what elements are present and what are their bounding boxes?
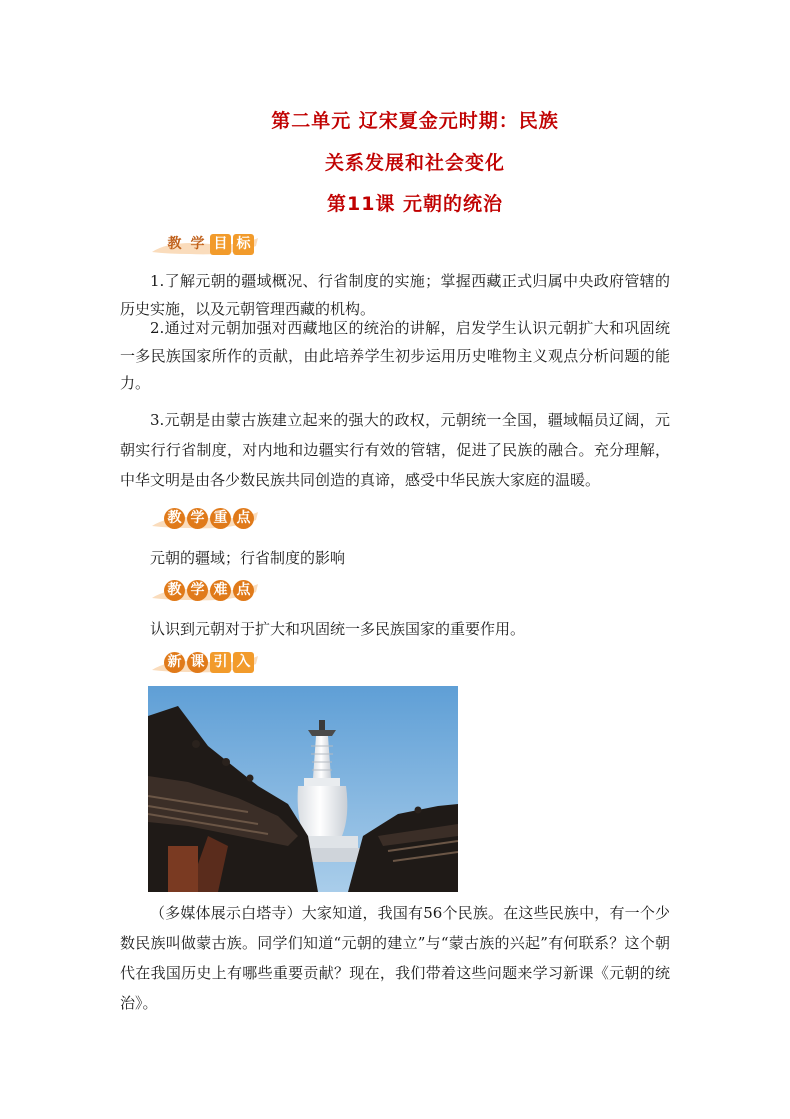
tag-char: 新 [164, 652, 185, 673]
unit-title-line1: 第二单元 辽宋夏金元时期：民族 [271, 110, 559, 132]
tag-char: 引 [210, 652, 231, 673]
tag-char: 目 [210, 234, 231, 255]
objective-paragraph-3: 3.元朝是由蒙古族建立起来的强大的政权，元朝统一全国，疆域幅员辽阔，元朝实行行省制度，对内地和边疆实行有效的管辖，促进了民族的融合。充分理解，中华文明是由各少数民族共同创造的真谛，感受中华民族大家庭的温暖。 [120, 411, 670, 489]
tag-char: 重 [210, 508, 231, 529]
section-tag-objectives [150, 232, 260, 258]
objective-paragraph-1: 1.了解元朝的疆域概况、行省制度的实施；掌握西藏正式归属中央政府管辖的历史实施，以及元朝管理西藏的机构。 [120, 272, 670, 318]
tag-char: 课 [187, 652, 208, 673]
section-tag-key-points [150, 506, 260, 532]
tag-char: 学 [187, 580, 208, 601]
tag-char: 点 [233, 508, 254, 529]
objective-paragraph-2: 2.通过对元朝加强对西藏地区的统治的讲解，启发学生认识元朝扩大和巩固统一多民族国家所作的贡献，由此培养学生初步运用历史唯物主义观点分析问题的能力。 [120, 319, 670, 392]
tag-char: 标 [233, 234, 254, 255]
introduction-text: （多媒体展示白塔寺）大家知道，我国有56个民族。在这些民族中，有一个少数民族叫做蒙古族。同学们知道“元朝的建立”与“蒙古族的兴起”有何联系？这个朝代在我国历史上有哪些重要贡献？现在，我们带着这些问题来学习新课《元朝的统治》。 [120, 904, 670, 1012]
key-points-text: 元朝的疆域；行省制度的影响 [150, 549, 346, 567]
tag-char: 教 [164, 508, 185, 529]
white-pagoda-photo [148, 686, 458, 892]
tag-char: 教 [167, 236, 182, 252]
tag-char: 教 [164, 580, 185, 601]
tag-char: 入 [233, 652, 254, 673]
unit-title-line2: 关系发展和社会变化 [324, 152, 505, 174]
section-tag-introduction [150, 650, 260, 676]
tag-char: 学 [187, 508, 208, 529]
tag-char: 学 [190, 236, 205, 252]
difficulties-text: 认识到元朝对于扩大和巩固统一多民族国家的重要作用。 [150, 620, 526, 638]
tag-char: 点 [233, 580, 254, 601]
lesson-title: 第11课 元朝的统治 [326, 193, 504, 215]
tag-char: 难 [210, 580, 231, 601]
section-tag-difficulties [150, 578, 260, 604]
